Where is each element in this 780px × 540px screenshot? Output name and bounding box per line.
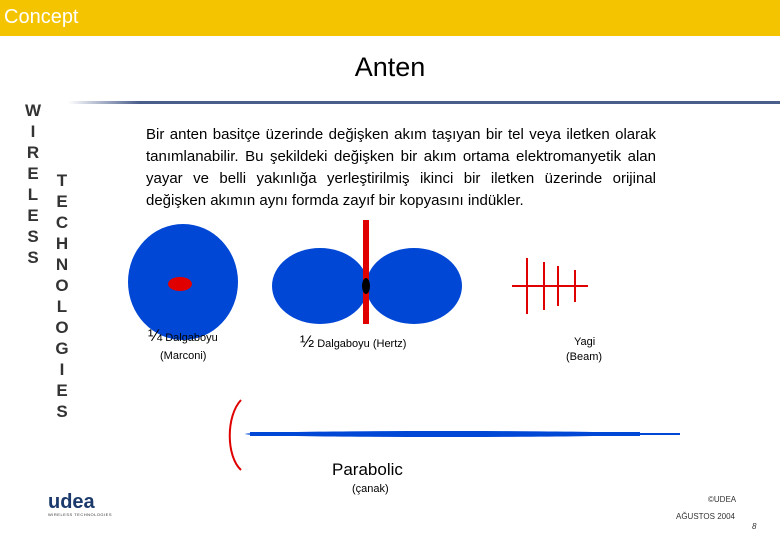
technologies-letter: O bbox=[55, 276, 69, 295]
half-wave-name: Dalgaboyu (Hertz) bbox=[317, 338, 407, 350]
header-title: Concept bbox=[4, 6, 79, 28]
quarter-wave-sub: (Marconi) bbox=[160, 350, 207, 362]
udea-logo bbox=[48, 492, 112, 517]
parabolic-beam-tail bbox=[640, 433, 680, 435]
technologies-letter: H bbox=[55, 234, 69, 253]
half-wave-dipole bbox=[363, 220, 369, 324]
half-wave-left-lobe bbox=[272, 248, 368, 324]
half-wave-label bbox=[300, 332, 406, 352]
parabolic-beam-core bbox=[250, 432, 640, 436]
technologies-letter: G bbox=[55, 339, 69, 358]
page-number: 8 bbox=[752, 522, 757, 531]
technologies-letter: E bbox=[56, 192, 68, 211]
yagi-label: Yagi bbox=[574, 336, 596, 348]
technologies-letter: L bbox=[56, 297, 68, 316]
wireless-letter: R bbox=[26, 143, 40, 162]
parabolic-dish bbox=[230, 400, 241, 470]
wireless-letter: E bbox=[27, 164, 39, 183]
footer-copyright: ©UDEA bbox=[708, 495, 737, 504]
technologies-letter: N bbox=[55, 255, 69, 274]
wireless-letter: S bbox=[27, 227, 39, 246]
technologies-letter: O bbox=[55, 318, 69, 337]
parabolic-label: Parabolic bbox=[332, 460, 403, 479]
slide-title: Anten bbox=[354, 52, 426, 82]
wireless-letter: L bbox=[27, 185, 39, 204]
wireless-letter: I bbox=[30, 122, 36, 141]
technologies-letter: T bbox=[56, 171, 68, 190]
parabolic-sub: (çanak) bbox=[352, 483, 389, 495]
wireless-letter: E bbox=[27, 206, 39, 225]
technologies-letter: E bbox=[56, 381, 68, 400]
footer-date: AĞUSTOS 2004 bbox=[676, 512, 735, 521]
technologies-letter: I bbox=[59, 360, 65, 379]
quarter-wave-element bbox=[168, 277, 192, 291]
quarter-wave-name: Dalgaboyu bbox=[165, 332, 218, 344]
half-wave-right-lobe bbox=[366, 248, 462, 324]
logo-text: udea bbox=[48, 491, 95, 513]
quarter-wave-label bbox=[148, 326, 218, 346]
half-wave-feed-point bbox=[362, 278, 370, 294]
logo-subtitle: WIRELESS TECHNOLOGIES bbox=[48, 512, 112, 517]
technologies-letter: C bbox=[55, 213, 69, 232]
yagi-sub: (Beam) bbox=[566, 351, 603, 363]
half-wave-fraction: ½ bbox=[300, 332, 315, 351]
technologies-letter: S bbox=[56, 402, 68, 421]
wireless-letter: S bbox=[27, 248, 39, 267]
wireless-letter: W bbox=[24, 101, 42, 120]
body-paragraph: Bir anten basitçe üzerinde değişken akım taşıyan bir tel veya iletken olarak tanımlanabilir. Bu şekildeki değişken bir akım ortama elektromanyetik alan yayar ve belli yakınlığa yerleştirilmiş ikinci bir iletken üzerinde orijinal değişken akımın aynı formda zayıf bir kopyasını indükler. bbox=[146, 126, 656, 209]
quarter-wave-fraction: ¼ bbox=[148, 326, 163, 345]
